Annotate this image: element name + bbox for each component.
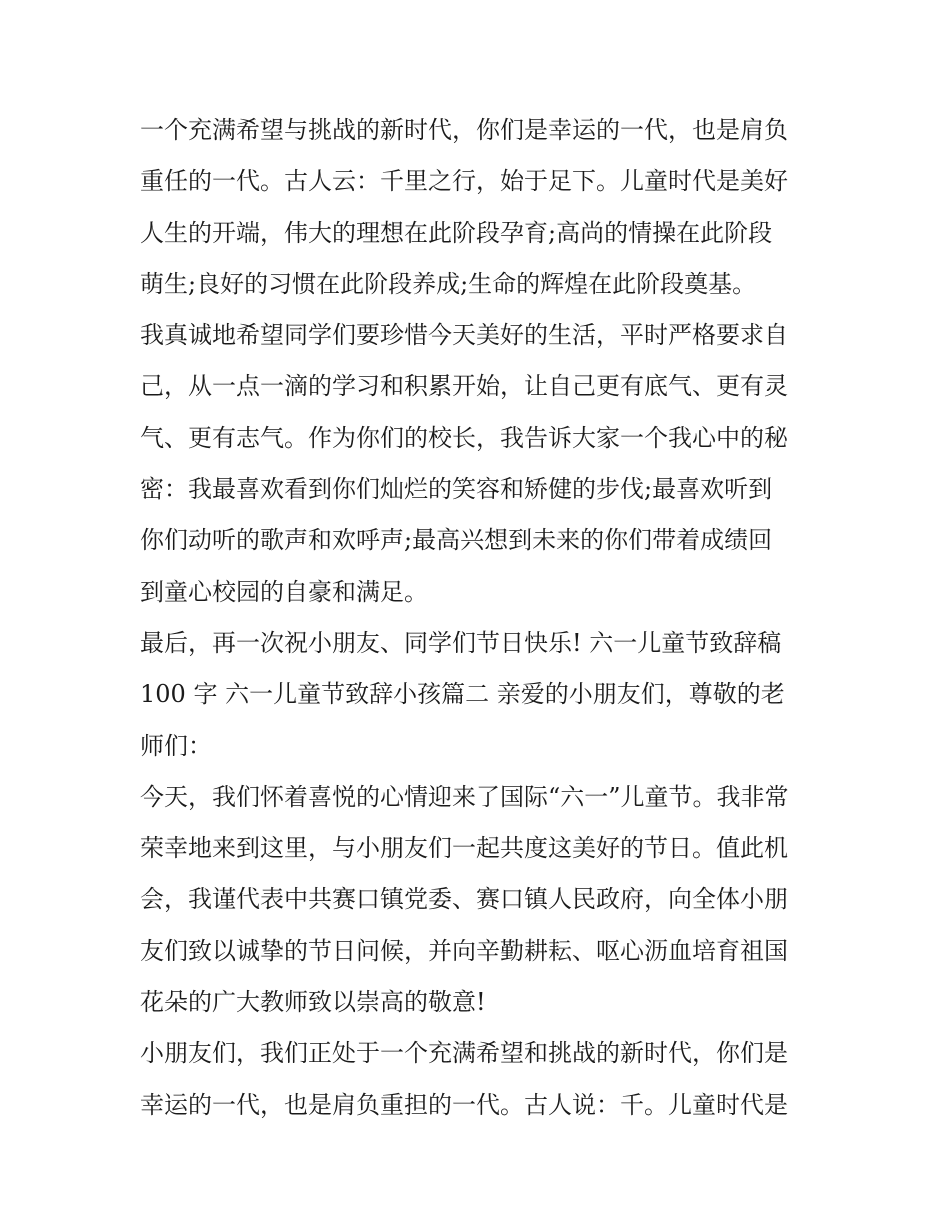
- text-line: 一个充满希望与挑战的新时代，你们是幸运的一代，也是肩负: [140, 116, 788, 144]
- text-line: 萌生;良好的习惯在此阶段养成;生命的辉煌在此阶段奠基。: [140, 269, 757, 298]
- text-line: 师们：: [140, 731, 212, 760]
- text-line: 幸运的一代，也是肩负重担的一代。古人说：千。儿童时代是: [140, 1090, 788, 1119]
- text-line: 你们动听的歌声和欢呼声;最高兴想到未来的你们带着成绩回: [140, 526, 773, 555]
- text-line: 到童心校园的自豪和满足。: [140, 577, 428, 606]
- text-line: 密：我最喜欢看到你们灿烂的笑容和矫健的步伐;最喜欢听到: [140, 475, 773, 504]
- text-line: 我真诚地希望同学们要珍惜今天美好的生活，平时严格要求自: [140, 321, 788, 350]
- text-line: 花朵的广大教师致以崇高的敬意!: [140, 988, 486, 1017]
- document-body: [140, 105, 820, 1131]
- text-line: 重任的一代。古人云：千里之行，始于足下。儿童时代是美好: [140, 167, 788, 196]
- text-line: 小朋友们，我们正处于一个充满希望和挑战的新时代，你们是: [140, 1039, 788, 1068]
- text-line: 最后，再一次祝小朋友、同学们节日快乐! 六一儿童节致辞稿: [140, 628, 782, 657]
- text-line: 人生的开端，伟大的理想在此阶段孕育;高尚的情操在此阶段: [140, 218, 773, 247]
- text-line: 荣幸地来到这里，与小朋友们一起共度这美好的节日。值此机: [140, 834, 788, 863]
- text-line: 友们致以诚挚的节日问候，并向辛勤耕耘、呕心沥血培育祖国: [140, 936, 788, 965]
- text-line: 会，我谨代表中共赛口镇党委、赛口镇人民政府，向全体小朋: [140, 885, 788, 914]
- text-line: 己，从一点一滴的学习和积累开始，让自己更有底气、更有灵: [140, 372, 788, 401]
- text-line: 气、更有志气。作为你们的校长，我告诉大家一个我心中的秘: [140, 423, 788, 452]
- text-line: 今天，我们怀着喜悦的心情迎来了国际“六一”儿童节。我非常: [140, 782, 789, 811]
- text-line: 100 字 六一儿童节致辞小孩篇二 亲爱的小朋友们，尊敬的老: [140, 680, 785, 709]
